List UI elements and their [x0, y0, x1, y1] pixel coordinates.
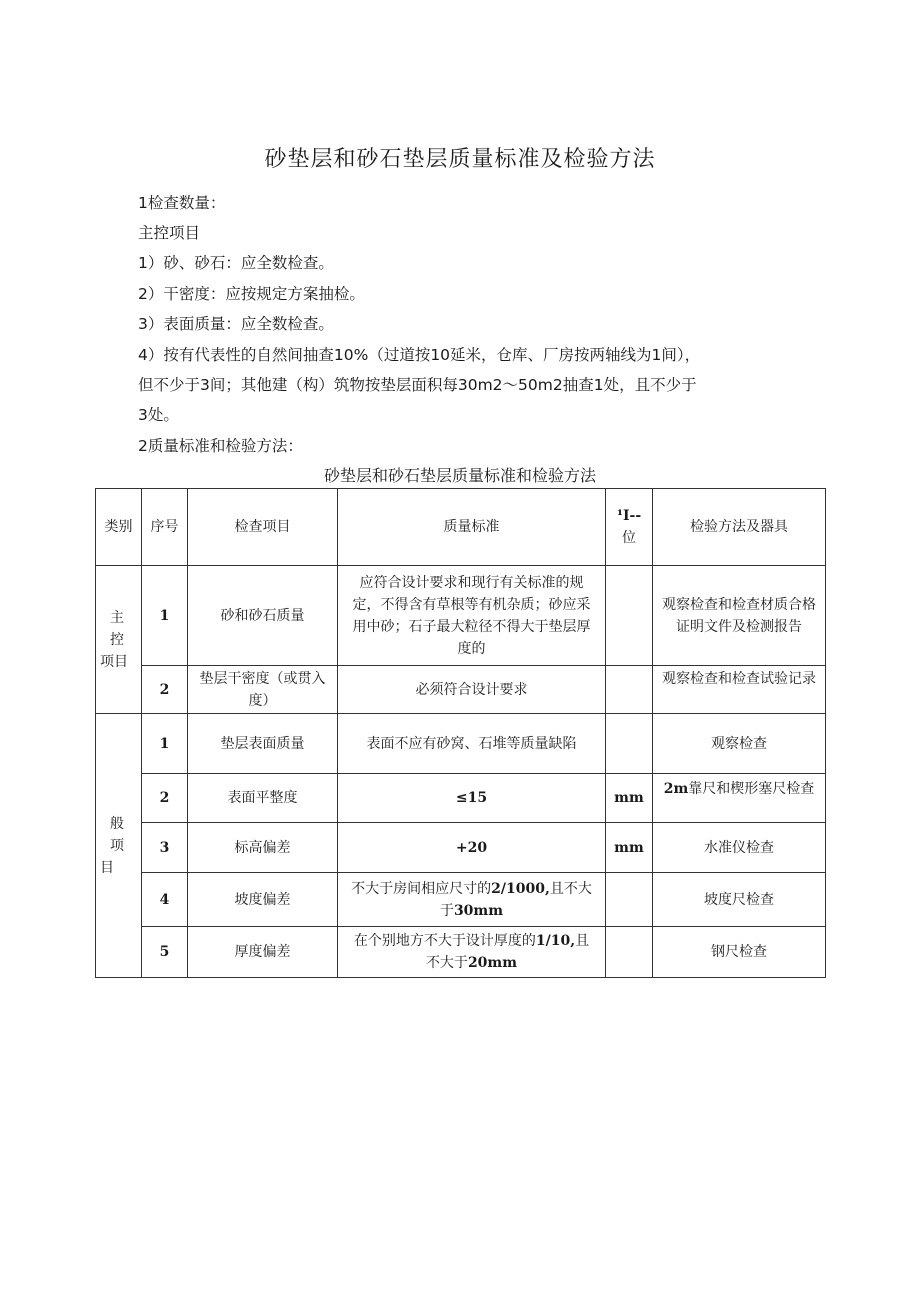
table-header-row — [96, 489, 826, 566]
row-standard-line: 定，不得含有草根等有机杂质；砂应采 — [352, 596, 591, 613]
row-seq: 2 — [142, 666, 188, 714]
row-item: 坡度偏差 — [188, 873, 338, 927]
row-standard — [338, 927, 606, 978]
row-standard-text: 且不大 — [549, 880, 592, 897]
row-item: 标高偏差 — [188, 823, 338, 873]
row-seq: 4 — [142, 873, 188, 927]
table-row — [96, 823, 826, 873]
row-standard: 表面不应有砂窝、石堆等质量缺陷 — [338, 714, 606, 774]
row-standard — [338, 566, 606, 666]
row-method — [653, 566, 826, 666]
row-item: 厚度偏差 — [188, 927, 338, 978]
row-seq: 5 — [142, 927, 188, 978]
row-item: 表面平整度 — [188, 774, 338, 823]
row-method-line: 观察检查和检查材质合格 — [662, 596, 816, 613]
table-row — [96, 566, 826, 666]
list-item-3: 3）表面质量：应全数检查。 — [138, 315, 334, 333]
quality-standard-table — [95, 488, 826, 978]
header-category: 类别 — [96, 489, 142, 566]
header-unit-bottom: 位 — [622, 530, 636, 546]
section-1-heading: 1检查数量： — [138, 194, 226, 212]
table-row — [96, 873, 826, 927]
row-item: 砂和砂石质量 — [188, 566, 338, 666]
row-unit — [606, 927, 653, 978]
header-unit-top: ¹I-- — [616, 508, 642, 524]
row-method: 水准仪检查 — [653, 823, 826, 873]
row-unit — [606, 666, 653, 714]
row-method: 观察检查和检查试验记录 — [653, 666, 826, 714]
main-items-heading: 主控项目 — [138, 224, 201, 242]
header-unit — [606, 489, 653, 566]
row-standard-text: 不大于房间相应尺寸的 — [351, 880, 492, 897]
list-item-2: 2）干密度：应按规定方案抽检。 — [138, 285, 365, 303]
row-standard-line-2 — [342, 952, 601, 974]
row-method: 坡度尺检查 — [653, 873, 826, 927]
row-method-rest: 靠尺和楔形塞尺检查 — [688, 781, 815, 797]
row-method-bold: 2m — [663, 781, 689, 797]
row-item-line: 垫层干密度（或贯入 — [199, 670, 326, 687]
row-seq: 1 — [142, 714, 188, 774]
row-standard-line-2 — [342, 900, 601, 922]
table-row — [96, 774, 826, 823]
row-standard: 必须符合设计要求 — [338, 666, 606, 714]
table-row — [96, 927, 826, 978]
row-item — [188, 666, 338, 714]
table-row — [96, 666, 826, 714]
main-group-label — [96, 566, 142, 714]
row-seq: 1 — [142, 566, 188, 666]
row-standard-bold: 30mm — [453, 902, 504, 919]
row-standard-line: 应符合设计要求和现行有关标准的规 — [359, 574, 584, 591]
row-standard-text: 且 — [575, 933, 590, 949]
row-standard: +20 — [338, 823, 606, 873]
row-unit — [606, 873, 653, 927]
row-method: 观察检查 — [653, 714, 826, 774]
row-method-line: 证明文件及检测报告 — [676, 618, 802, 635]
row-standard-line: 用中砂；石子最大粒径不得大于垫层厚 — [352, 618, 591, 635]
header-seq: 序号 — [142, 489, 188, 566]
row-standard-line-1 — [342, 878, 601, 900]
row-item: 垫层表面质量 — [188, 714, 338, 774]
main-group-label-line-2: 项目 — [100, 653, 128, 670]
list-item-4-line-3: 3处。 — [138, 406, 179, 424]
header-standard: 质量标准 — [338, 489, 606, 566]
header-method: 检验方法及器具 — [653, 489, 826, 566]
header-item: 检查项目 — [188, 489, 338, 566]
row-unit — [606, 566, 653, 666]
row-standard-text: 于 — [439, 902, 454, 919]
row-standard — [338, 873, 606, 927]
row-standard-bold: 2/1000, — [491, 880, 550, 897]
row-standard-text: 不大于 — [425, 955, 468, 971]
general-group-label-line-2: 目 — [100, 859, 114, 876]
row-seq: 2 — [142, 774, 188, 823]
row-seq: 3 — [142, 823, 188, 873]
row-standard-bold: 20mm — [467, 955, 518, 971]
row-method: 钢尺检查 — [653, 927, 826, 978]
main-group-label-line-1: 主控 — [110, 609, 124, 648]
page-title: 砂垫层和砂石垫层质量标准及检验方法 — [264, 147, 656, 172]
row-unit: mm — [606, 823, 653, 873]
row-standard-line: 度的 — [457, 640, 486, 657]
list-item-4-line-2: 但不少于3间；其他建（构）筑物按垫层面积每30m2～50m2抽查1处，且不少于 — [138, 376, 697, 394]
table-caption: 砂垫层和砂石垫层质量标准和检验方法 — [323, 466, 596, 485]
row-standard-line-1 — [342, 930, 601, 952]
row-standard-bold: 1/10, — [535, 933, 576, 949]
row-item-line: 度） — [248, 692, 277, 709]
table-row — [96, 714, 826, 774]
general-group-label-line-1: 般项 — [110, 815, 124, 854]
list-item-1: 1）砂、砂石：应全数检查。 — [138, 254, 334, 272]
row-unit: mm — [606, 774, 653, 823]
row-method — [653, 774, 826, 823]
row-standard-text: 在个别地方不大于设计厚度的 — [353, 933, 536, 949]
list-item-4-line-1: 4）按有代表性的自然间抽查10%（过道按10延米，仓库、厂房按两轴线为1间）， — [138, 346, 701, 364]
row-unit — [606, 714, 653, 774]
row-standard: ≤15 — [338, 774, 606, 823]
general-group-label — [96, 714, 142, 978]
section-2-heading: 2质量标准和检验方法： — [138, 437, 303, 455]
